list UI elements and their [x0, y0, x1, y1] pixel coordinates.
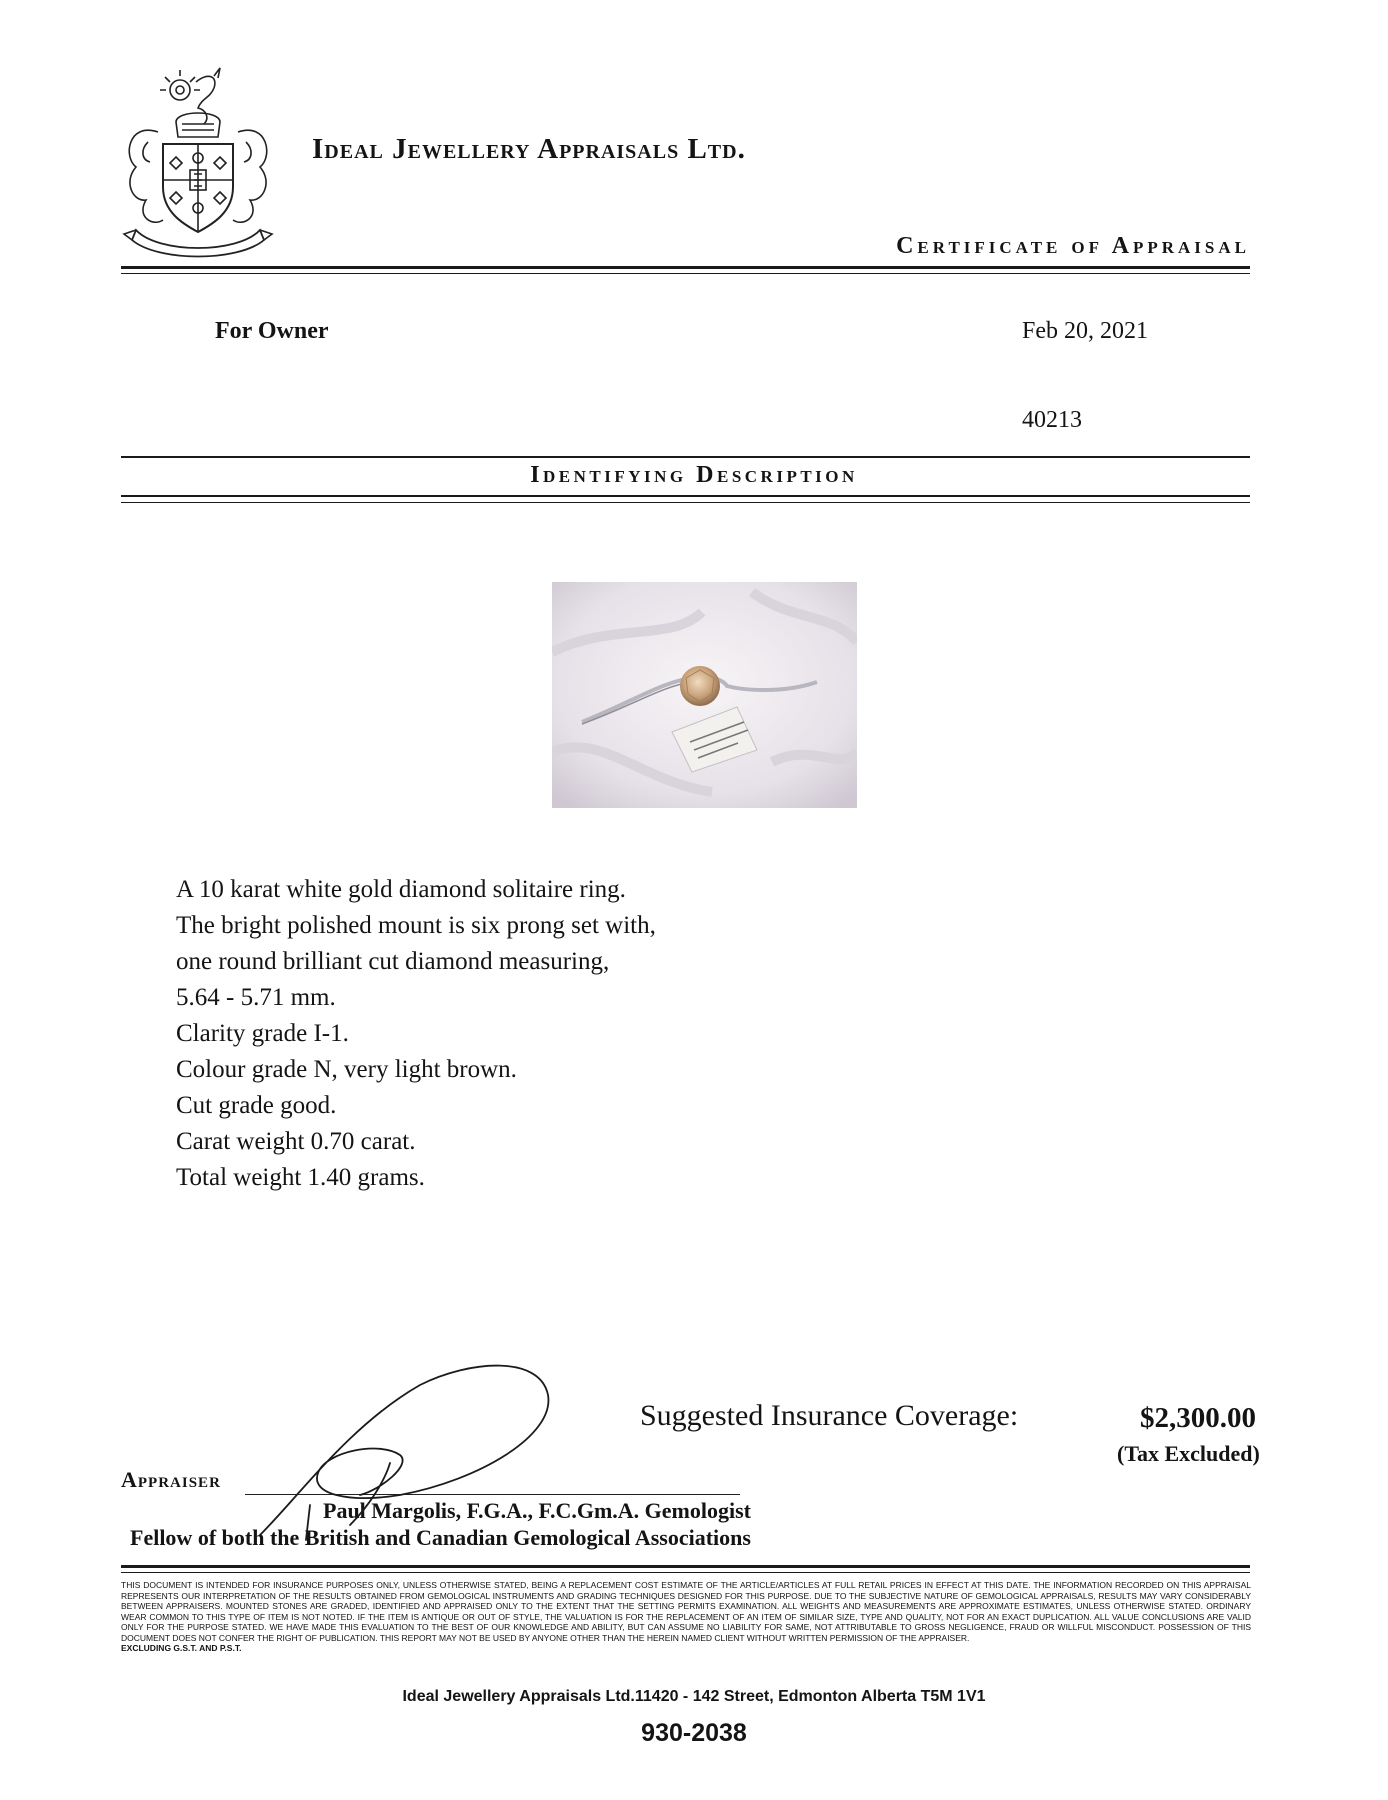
- tax-note: (Tax Excluded): [1117, 1441, 1260, 1466]
- appraiser-signature: [240, 1355, 570, 1545]
- ring-photo: [552, 582, 857, 808]
- header-divider-thin: [121, 273, 1250, 274]
- description-line: The bright polished mount is six prong set with,: [176, 912, 656, 939]
- description-line: Total weight 1.40 grams.: [176, 1164, 425, 1191]
- section-divider-bottom: [121, 495, 1250, 497]
- description-line: 5.64 - 5.71 mm.: [176, 984, 336, 1011]
- footer-phone: 930-2038: [641, 1719, 747, 1747]
- legal-disclaimer: THIS DOCUMENT IS INTENDED FOR INSURANCE PURPOSES ONLY, UNLESS OTHERWISE STATED, BEING A REPLACEMENT COST ESTIMATE OF THE ARTICLE/ARTICLES AT FULL RETAIL PRICES IN EFFECT AT THIS DATE. THE INFORMATION RECORDED ON THIS APPRAISAL REPRESENTS OUR INTERPRETATION OF THE RESULTS OBTAINED FROM GEMOLOGICAL INSTRUMENTS AND GRADING TECHNIQUES DESIGNED FOR THIS PURPOSE. DUE TO THE SUBJECTIVE NATURE OF GEMOLOGICAL APPRAISALS, RESULTS MAY VARY CONSIDERABLY BETWEEN APPRAISERS. MOUNTED STONES ARE GRADED, IDENTIFIED AND APPRAISED ONLY TO THE EXTENT THAT THE SETTING PERMITS EXAMINATION. ALL WEIGHTS AND MEASUREMENTS ARE APPROXIMATE ESTIMATES, UNLESS OTHERWISE STATED. ORDINARY WEAR COMMON TO THIS TYPE OF ITEM IS NOT NOTED. IF THE ITEM IS ANTIQUE OR OUT OF STYLE, THE VALUATION IS FOR THE REPLACEMENT OF AN ITEM OF SIMILAR SIZE, TYPE AND QUALITY, NOT FOR AN EXACT DUPLICATION. ALL VALUE CONCLUSIONS ARE VALID ONLY FOR THE PURPOSE STATED. WE HAVE MADE THIS EVALUATION TO THE BEST OF OUR KNOWLEDGE AND ABILITY, BUT CAN ASSUME NO LIABILITY FOR SAME, NOT ATTRIBUTABLE TO GROSS NEGLIGENCE, FRAUD OR WILLFUL MISCONDUCT. POSSESSION OF THIS DOCUMENT DOES NOT CONFER THE RIGHT OF PUBLICATION. THIS REPORT MAY NOT BE USED BY ANYONE OTHER THAN THE HEREIN NAMED CLIENT WITHOUT WRITTEN PERMISSION OF THE APPRAISER.: [121, 1580, 1251, 1643]
- item-description: [176, 872, 656, 1196]
- appraisal-date: Feb 20, 2021: [1022, 318, 1148, 344]
- appraiser-name: Paul Margolis, F.G.A., F.C.Gm.A. Gemologist: [323, 1498, 751, 1523]
- section-divider-bottom-thin: [121, 502, 1250, 503]
- insurance-label: Suggested Insurance Coverage:: [640, 1399, 1019, 1432]
- appraisal-number: 40213: [1022, 407, 1082, 433]
- header-divider: [121, 266, 1250, 269]
- description-line: Cut grade good.: [176, 1092, 337, 1119]
- section-title: Identifying Description: [530, 462, 858, 488]
- insurance-value: $2,300.00: [1140, 1402, 1256, 1434]
- appraiser-credentials: Fellow of both the British and Canadian Gemological Associations: [130, 1525, 751, 1550]
- company-name: Ideal Jewellery Appraisals Ltd.: [312, 133, 746, 165]
- coat-of-arms-logo: [118, 62, 278, 262]
- description-line: A 10 karat white gold diamond solitaire ring.: [176, 876, 626, 903]
- certificate-title: Certificate of Appraisal: [896, 233, 1250, 259]
- description-line: one round brilliant cut diamond measuring,: [176, 948, 610, 975]
- description-line: Clarity grade I-1.: [176, 1020, 349, 1047]
- appraiser-label: Appraiser: [121, 1467, 221, 1492]
- recipient-label: For Owner: [215, 318, 329, 344]
- section-divider-top: [121, 456, 1250, 458]
- description-line: Colour grade N, very light brown.: [176, 1056, 517, 1083]
- tax-disclaimer: EXCLUDING G.S.T. AND P.S.T.: [121, 1643, 242, 1653]
- footer-divider-thin: [121, 1572, 1250, 1573]
- description-line: Carat weight 0.70 carat.: [176, 1128, 416, 1155]
- footer-divider: [121, 1565, 1250, 1568]
- footer-address: Ideal Jewellery Appraisals Ltd.11420 - 142 Street, Edmonton Alberta T5M 1V1: [402, 1688, 986, 1705]
